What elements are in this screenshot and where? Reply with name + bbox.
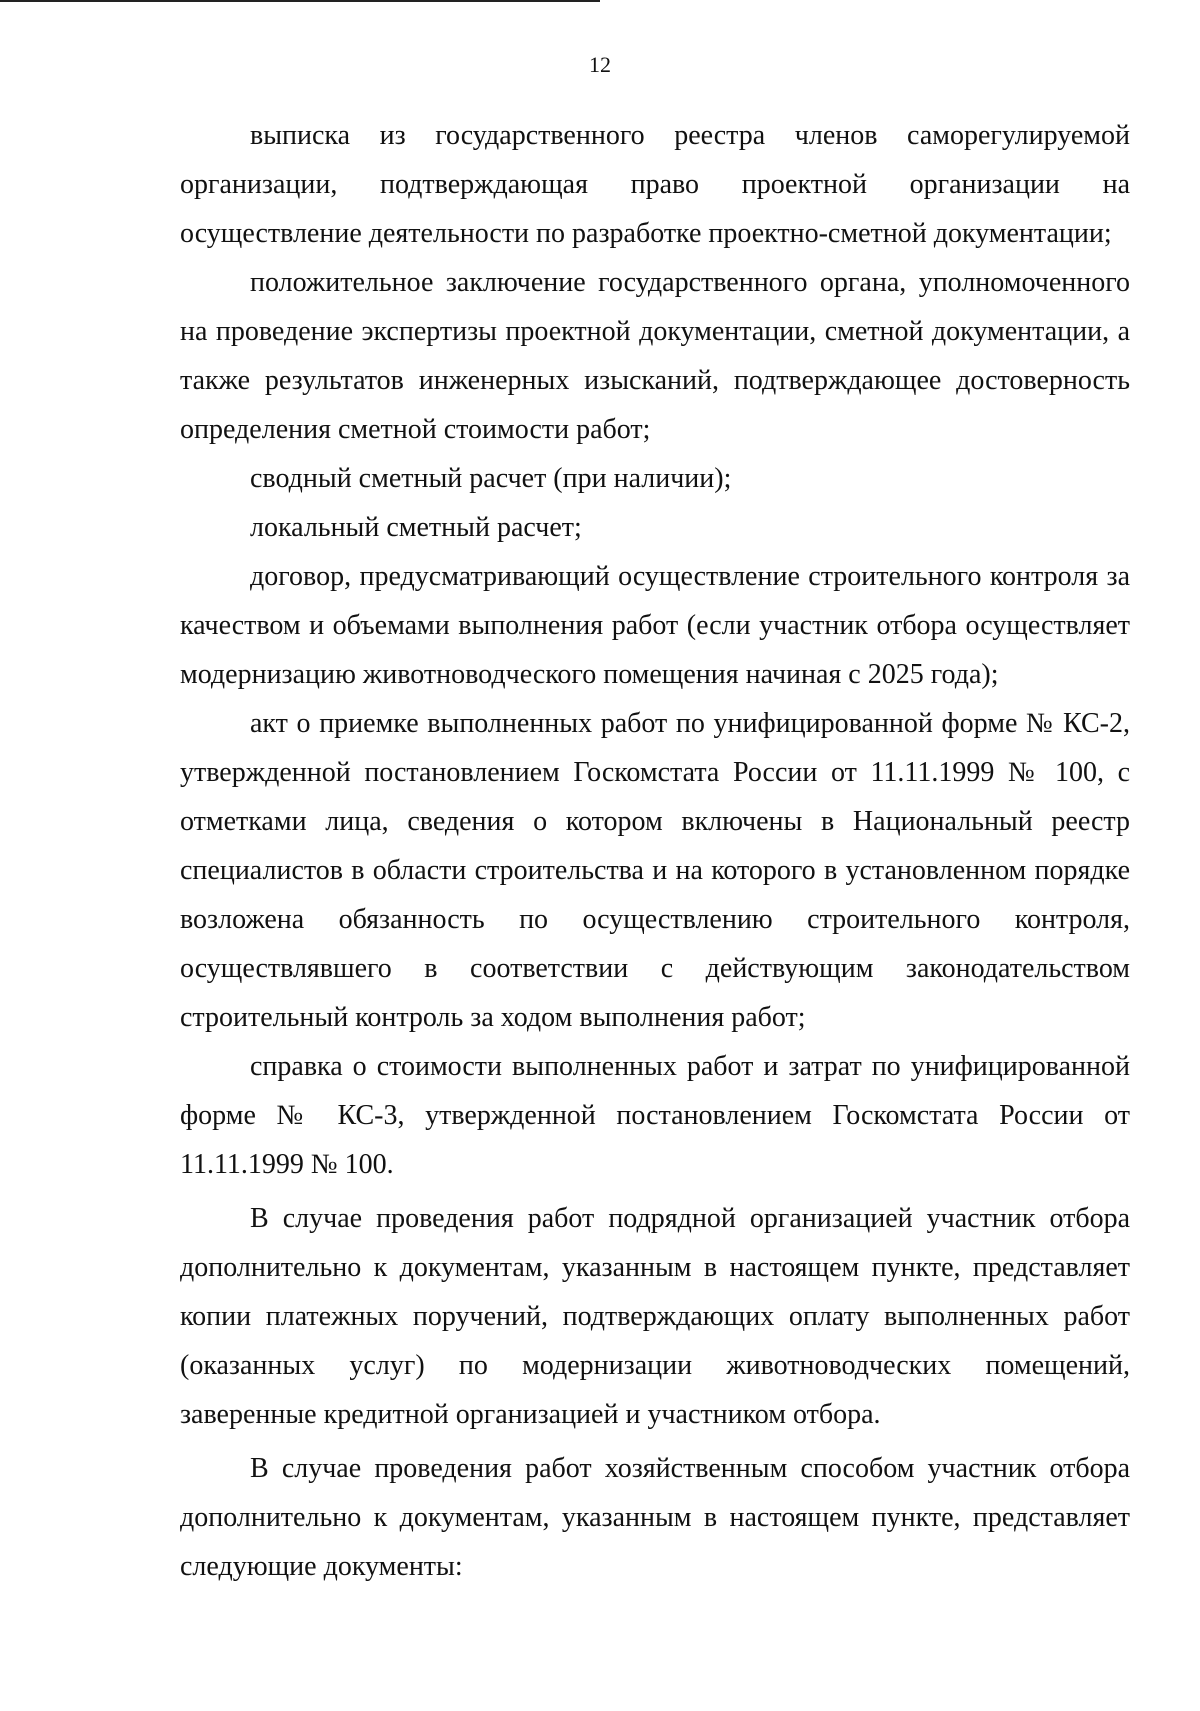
paragraph-contractor-payments: В случае проведения работ подрядной организацией участник отбора дополнительно к документам, указанным в настоящем пункте, представляет копии платежных поручений, подтверждающих оплату выполненных работ (оказанных услуг) по модернизации животноводческих помещений, заверенные кредитной организацией и участником отбора. xyxy=(180,1203,1130,1430)
document-body xyxy=(180,111,1130,1591)
page-number: 12 xyxy=(589,52,611,77)
top-edge-rule xyxy=(0,0,600,2)
paragraph-in-house-works: В случае проведения работ хозяйственным способом участник отбора дополнительно к документам, указанным в настоящем пункте, представляет следующие документы: xyxy=(180,1453,1130,1582)
paragraph-construction-control-contract: договор, предусматривающий осуществление строительного контроля за качеством и объемами выполнения работ (если участник отбора осуществляет модернизацию животноводческого помещения начиная с 2025 года); xyxy=(180,561,1130,690)
paragraph-expertise-conclusion: положительное заключение государственного органа, уполномоченного на проведение экспертизы проектной документации, сметной документации, а также результатов инженерных изысканий, подтверждающее достоверность определения сметной стоимости работ; xyxy=(180,267,1130,445)
paragraph-sro-registry-extract: выписка из государственного реестра членов саморегулируемой организации, подтверждающая право проектной организации на осуществление деятельности по разработке проектно-сметной документации; xyxy=(180,120,1130,249)
paragraph-summary-estimate: сводный сметный расчет (при наличии); xyxy=(250,463,732,494)
paragraph-ks2-act: акт о приемке выполненных работ по унифицированной форме № КС-2, утвержденной постановлением Госкомстата России от 11.11.1999 № 100, с отметками лица, сведения о котором включены в Национальный реестр специалистов в области строительства и на которого в установленном порядке возложена обязанность по осуществлению строительного контроля, осуществлявшего в соответствии с действующим законодательством строительный контроль за ходом выполнения работ; xyxy=(180,708,1130,1033)
paragraph-local-estimate: локальный сметный расчет; xyxy=(250,512,582,543)
paragraph-ks3-certificate: справка о стоимости выполненных работ и затрат по унифицированной форме № КС-3, утвержденной постановлением Госкомстата России от 11.11.1999 № 100. xyxy=(180,1051,1130,1180)
